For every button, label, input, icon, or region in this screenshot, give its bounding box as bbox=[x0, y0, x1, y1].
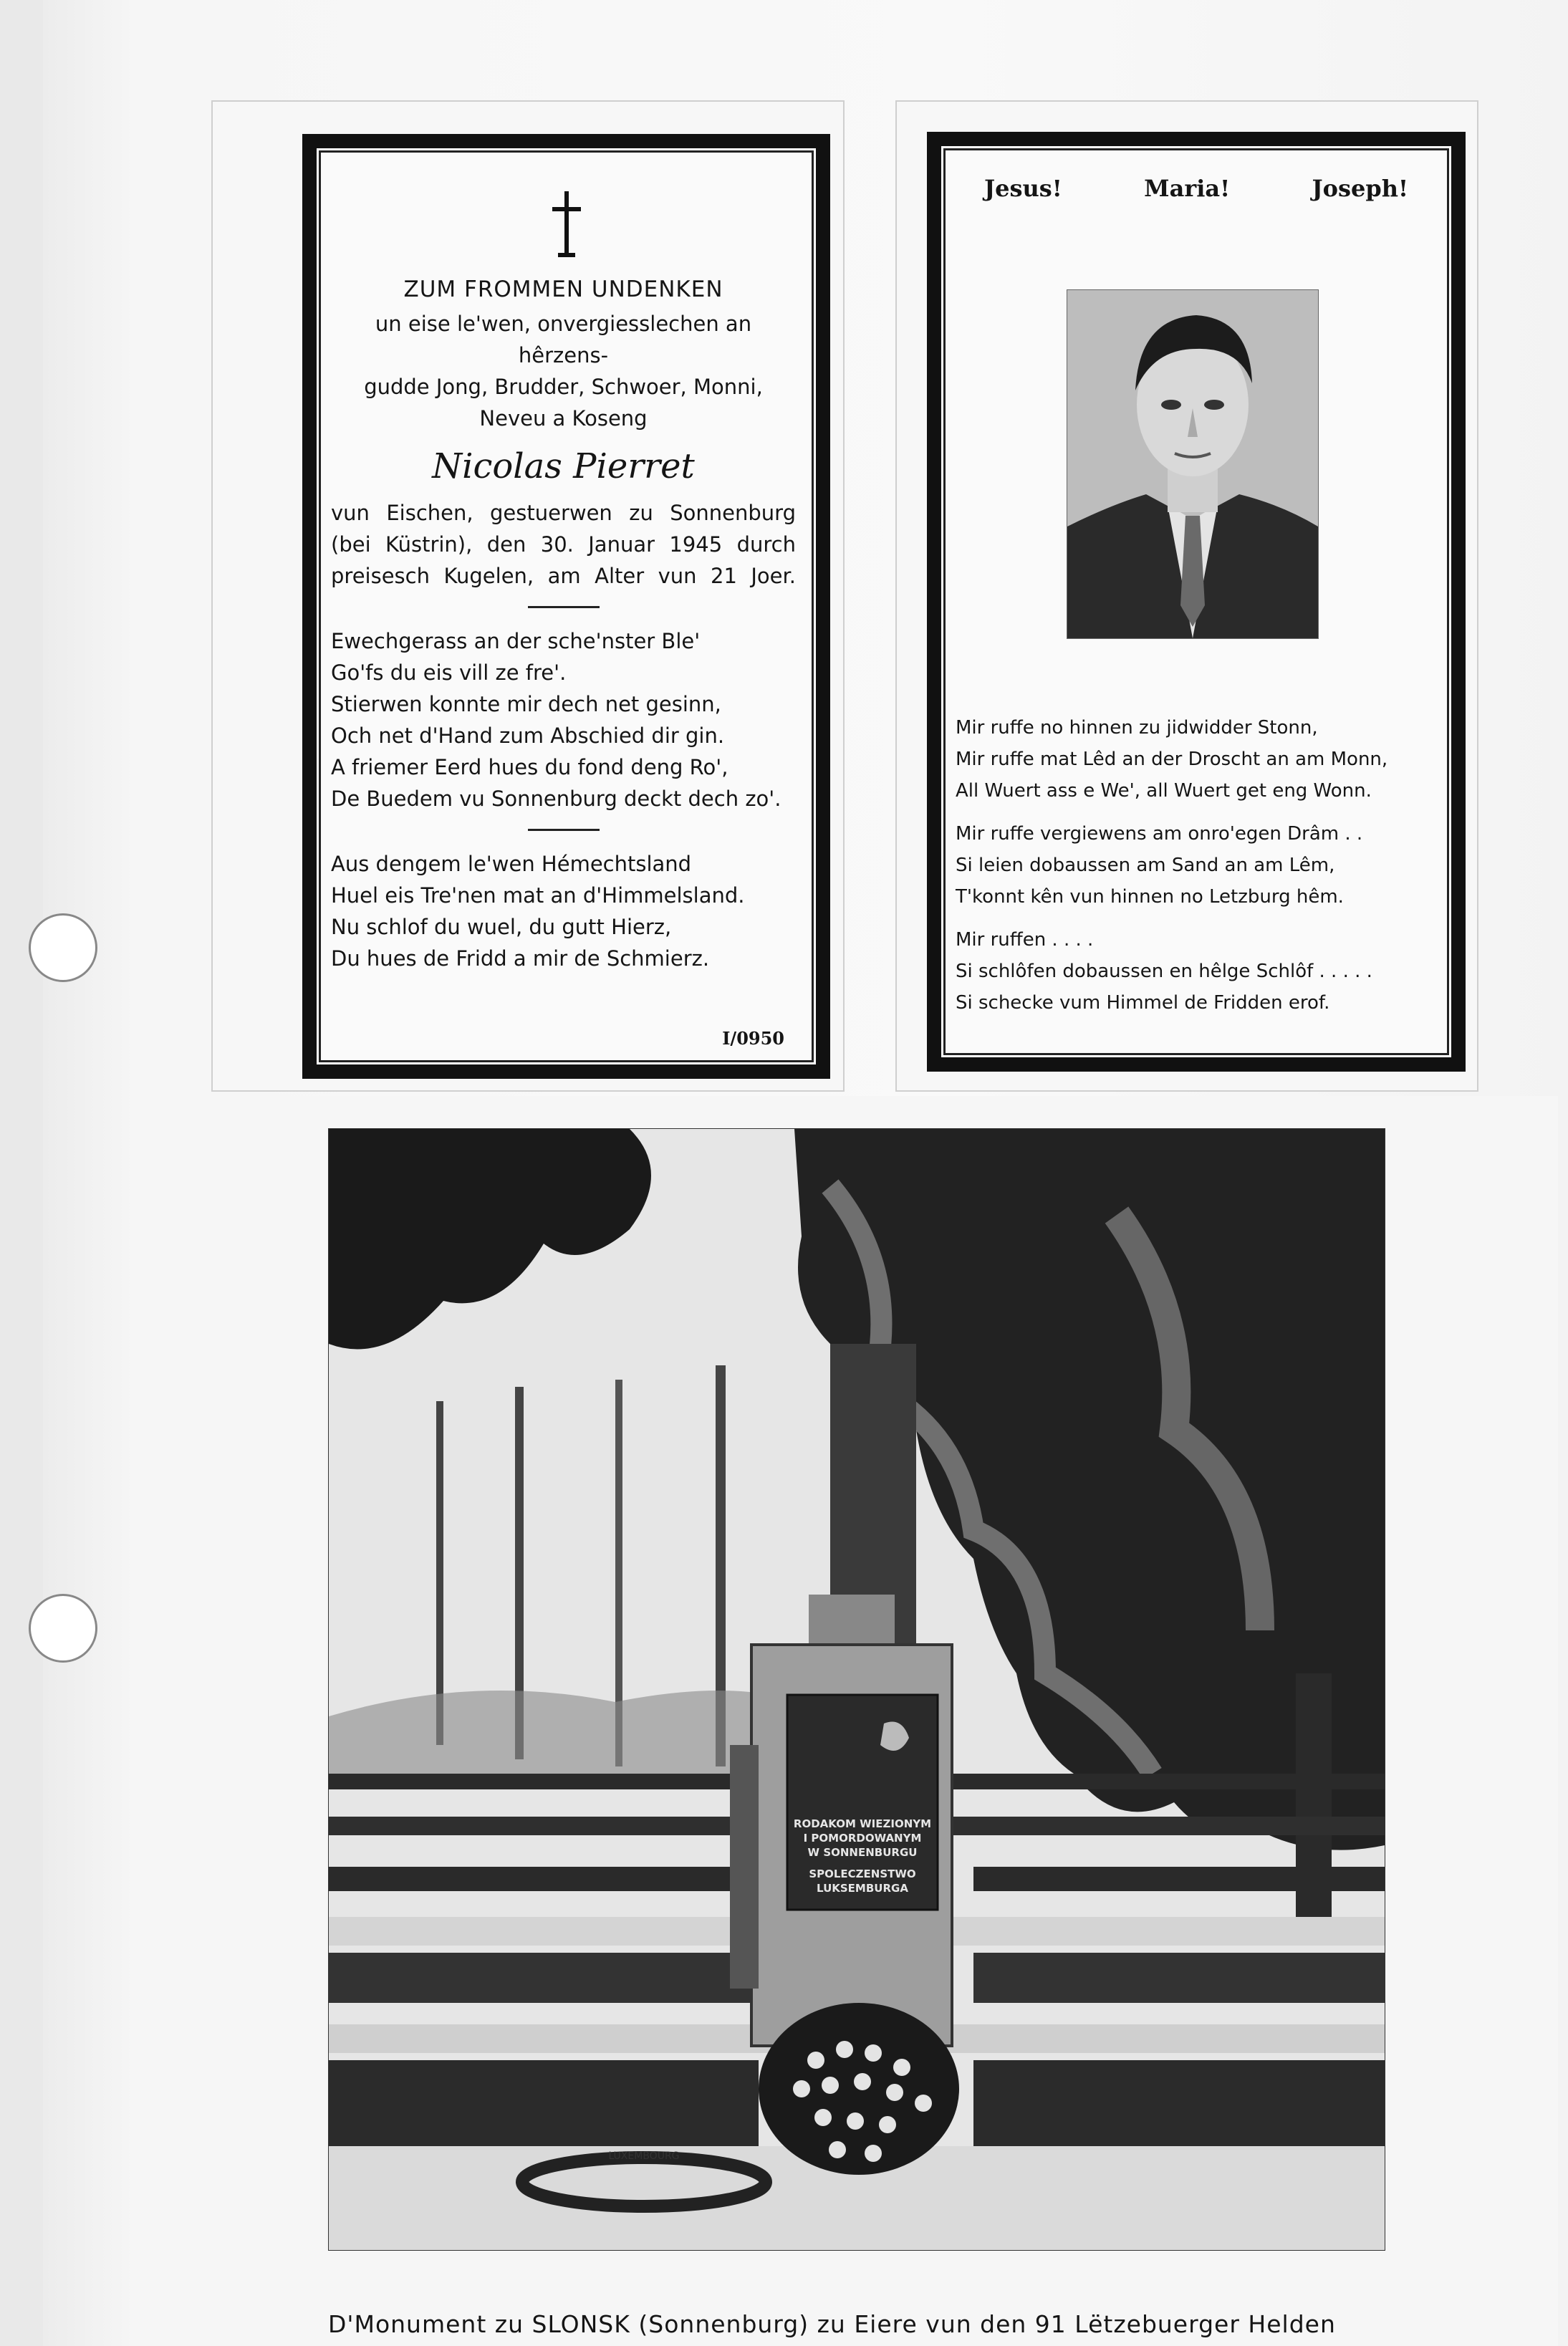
cross-icon bbox=[551, 191, 582, 257]
verse-line: Ewechgerass an der sche'nster Ble' bbox=[331, 629, 701, 653]
poem bbox=[956, 712, 1437, 1030]
verse-1 bbox=[331, 625, 796, 814]
punch-hole-lower bbox=[29, 1594, 97, 1663]
poem-line: Si leien dobaussen am Sand an am Lêm, bbox=[956, 855, 1335, 876]
poem-line: Mir ruffen . . . . bbox=[956, 929, 1094, 951]
divider-rule bbox=[528, 829, 600, 831]
holy-family-header bbox=[984, 175, 1408, 202]
poem-line: Mir ruffe vergiewens am onro'egen Drâm . . bbox=[956, 823, 1363, 845]
portrait-figure bbox=[1067, 290, 1318, 638]
death-line: vun Eischen, gestuerwen zu Sonnenburg bbox=[331, 501, 796, 525]
stanza-2 bbox=[956, 818, 1437, 913]
header-jesus: Jesus! bbox=[984, 175, 1062, 202]
deceased-name: Nicolas Pierret bbox=[432, 446, 695, 486]
poem-line: Mir ruffe no hinnen zu jidwidder Stonn, bbox=[956, 717, 1318, 739]
death-line: (bei Küstrin), den 30. Januar 1945 durch bbox=[331, 532, 796, 557]
verse-line: Du hues de Fridd a mir de Schmierz. bbox=[331, 946, 710, 971]
stanza-3 bbox=[956, 924, 1437, 1019]
card-code: I/0950 bbox=[722, 1028, 784, 1049]
poem-line: T'konnt kên vun hinnen no Letzburg hêm. bbox=[956, 886, 1344, 908]
header-maria: Maria! bbox=[1144, 175, 1231, 202]
monument-scene bbox=[329, 1129, 1385, 2250]
intro-line: Neveu a Koseng bbox=[479, 406, 648, 431]
poem-line: Mir ruffe mat Lêd an der Droscht an am Monn, bbox=[956, 749, 1388, 770]
plaque-line: I POMORDOWANYM bbox=[803, 1832, 922, 1845]
monument-photo bbox=[328, 1128, 1385, 2251]
plaque-line: SPOLECZENSTWO bbox=[809, 1867, 916, 1880]
plaque-line: W SONNENBURGU bbox=[807, 1846, 918, 1859]
verse-line: Stierwen konnte mir dech net gesinn, bbox=[331, 692, 721, 716]
card-black-border bbox=[302, 134, 830, 1079]
verse-line: Nu schlof du wuel, du gutt Hierz, bbox=[331, 915, 672, 939]
poem-line: All Wuert ass e We', all Wuert get eng Wonn. bbox=[956, 780, 1372, 802]
verse-line: Huel eis Tre'nen mat an d'Himmelsland. bbox=[331, 883, 745, 908]
memorial-card-portrait bbox=[895, 100, 1478, 1092]
poem-line: Si schlôfen dobaussen en hêlge Schlôf . . . . . bbox=[956, 961, 1372, 982]
intro-line: gudde Jong, Brudder, Schwoer, Monni, bbox=[364, 375, 763, 399]
punch-hole-upper bbox=[29, 913, 97, 982]
stanza-1 bbox=[956, 712, 1437, 807]
verse-line: De Buedem vu Sonnenburg deckt dech zo'. bbox=[331, 787, 781, 811]
death-line: preisesch Kugelen, am Alter vun 21 Joer. bbox=[331, 564, 796, 588]
card-black-border bbox=[927, 132, 1466, 1072]
intro-line: un eise le'wen, onvergiesslechen an hêrzens- bbox=[375, 312, 752, 367]
poem-line: Si schecke vum Himmel de Fridden erof. bbox=[956, 992, 1330, 1014]
verse-line: Aus dengem le'wen Hémechtsland bbox=[331, 852, 692, 876]
verse-line: A friemer Eerd hues du fond deng Ro', bbox=[331, 755, 728, 779]
verse-line: Go'fs du eis vill ze fre'. bbox=[331, 660, 567, 685]
verse-line: Och net d'Hand zum Abschied dir gin. bbox=[331, 723, 725, 748]
memorial-heading: ZUM FROMMEN UNDENKEN bbox=[403, 277, 723, 302]
portrait-photo bbox=[1067, 289, 1319, 639]
plaque-line: RODAKOM WIEZIONYM bbox=[793, 1817, 932, 1830]
header-joseph: Joseph! bbox=[1312, 175, 1408, 202]
divider-rule bbox=[528, 606, 600, 608]
memorial-card-text bbox=[211, 100, 845, 1092]
photo-caption: D'Monument zu SLONSK (Sonnenburg) zu Eiere vun den 91 Lëtzebuerger Helden bbox=[328, 2310, 1336, 2338]
ribbon-text: LUXEMBOURG bbox=[608, 2150, 680, 2162]
plaque-line: LUKSEMBURGA bbox=[817, 1882, 908, 1895]
verse-2 bbox=[331, 848, 796, 974]
